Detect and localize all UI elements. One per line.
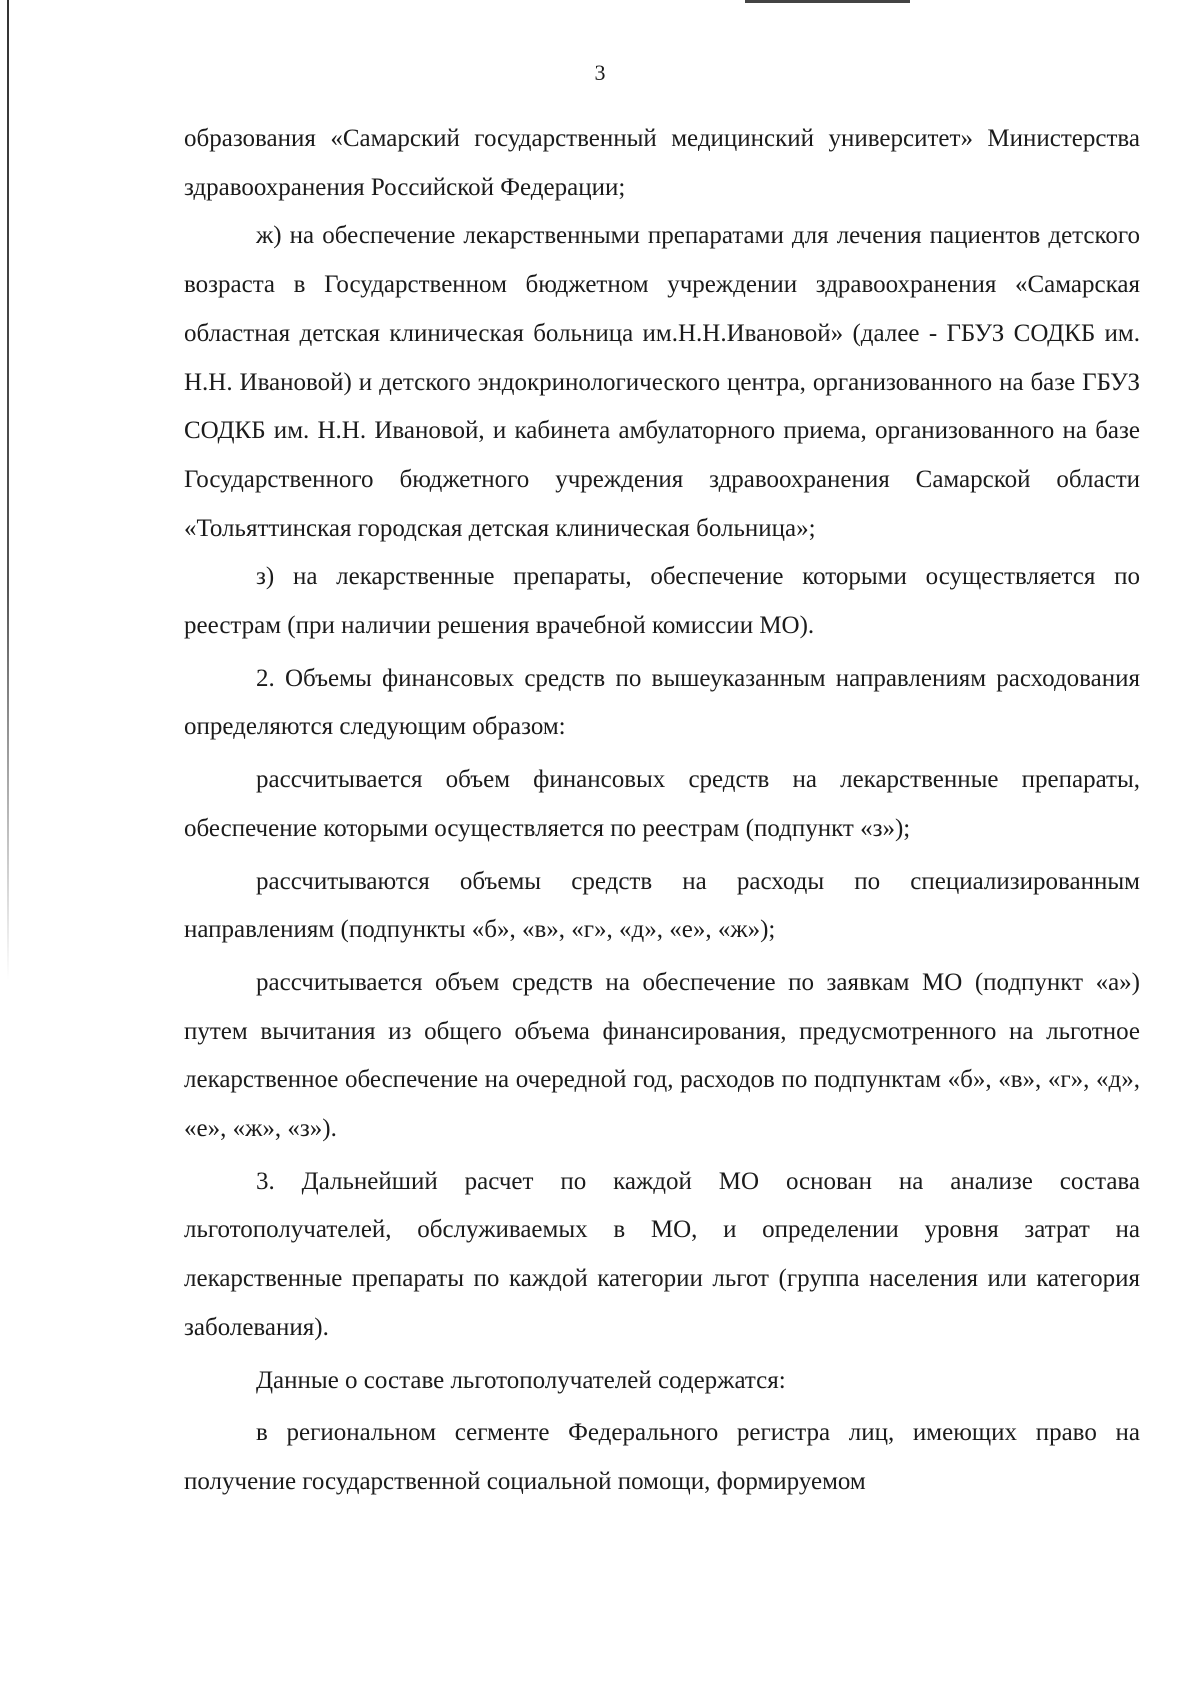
paragraph-regional-segment: в региональном сегменте Федерального регистра лиц, имеющих право на получение государственной социальной помощи, формируемом <box>184 1419 1140 1495</box>
document-body <box>184 115 1140 1507</box>
page-number: 3 <box>594 60 606 85</box>
paragraph-section-3: 3. Дальнейший расчет по каждой МО основан на анализе состава льготополучателей, обслуживаемых в МО, и определении уровня затрат на лекарственные препараты по каждой категории льгот (группа населения или категория заболевания). <box>184 1167 1140 1341</box>
paragraph-calc-requests: рассчитывается объем средств на обеспечение по заявкам МО (подпункт «а») путем вычитания из общего объема финансирования, предусмотренного на льготное лекарственное обеспечение на очередной год, расходов по подпунктам «б», «в», «г», «д», «е», «ж», «з»). <box>184 968 1140 1143</box>
paragraph-item-z: з) на лекарственные препараты, обеспечение которыми осуществляется по реестрам (при наличии решения врачебной комиссии МО). <box>184 563 1140 640</box>
scan-top-mark <box>745 0 910 3</box>
scan-left-edge <box>7 0 9 980</box>
paragraph-calc-specialized: рассчитываются объемы средств на расходы по специализированным направлениям (подпункты «б», «в», «г», «д», «е», «ж»); <box>184 867 1140 944</box>
paragraph-calc-registry: рассчитывается объем финансовых средств на лекарственные препараты, обеспечение которыми осуществляется по реестрам (подпункт «з»); <box>184 766 1140 842</box>
paragraph-section-2: 2. Объемы финансовых средств по вышеуказанным направлениям расходования определяются следующим образом: <box>184 664 1140 741</box>
paragraph-university: образования «Самарский государственный медицинский университет» Министерства здравоохранения Российской Федерации; <box>184 125 1140 201</box>
paragraph-item-zh: ж) на обеспечение лекарственными препаратами для лечения пациентов детского возраста в Государственном бюджетном учреждении здравоохранения «Самарская областная детская клиническая больница им.Н.Н.Ивановой» (далее - ГБУЗ СОДКБ им. Н.Н. Ивановой) и детского эндокринологического центра, организованного на базе ГБУЗ СОДКБ им. Н.Н. Ивановой, и кабинета амбулаторного приема, организованного на базе Государственного бюджетного учреждения здравоохранения Самарской области «Тольяттинская городская детская клиническая больница»; <box>184 222 1140 542</box>
paragraph-beneficiaries-data: Данные о составе льготополучателей содержатся: <box>256 1366 786 1394</box>
